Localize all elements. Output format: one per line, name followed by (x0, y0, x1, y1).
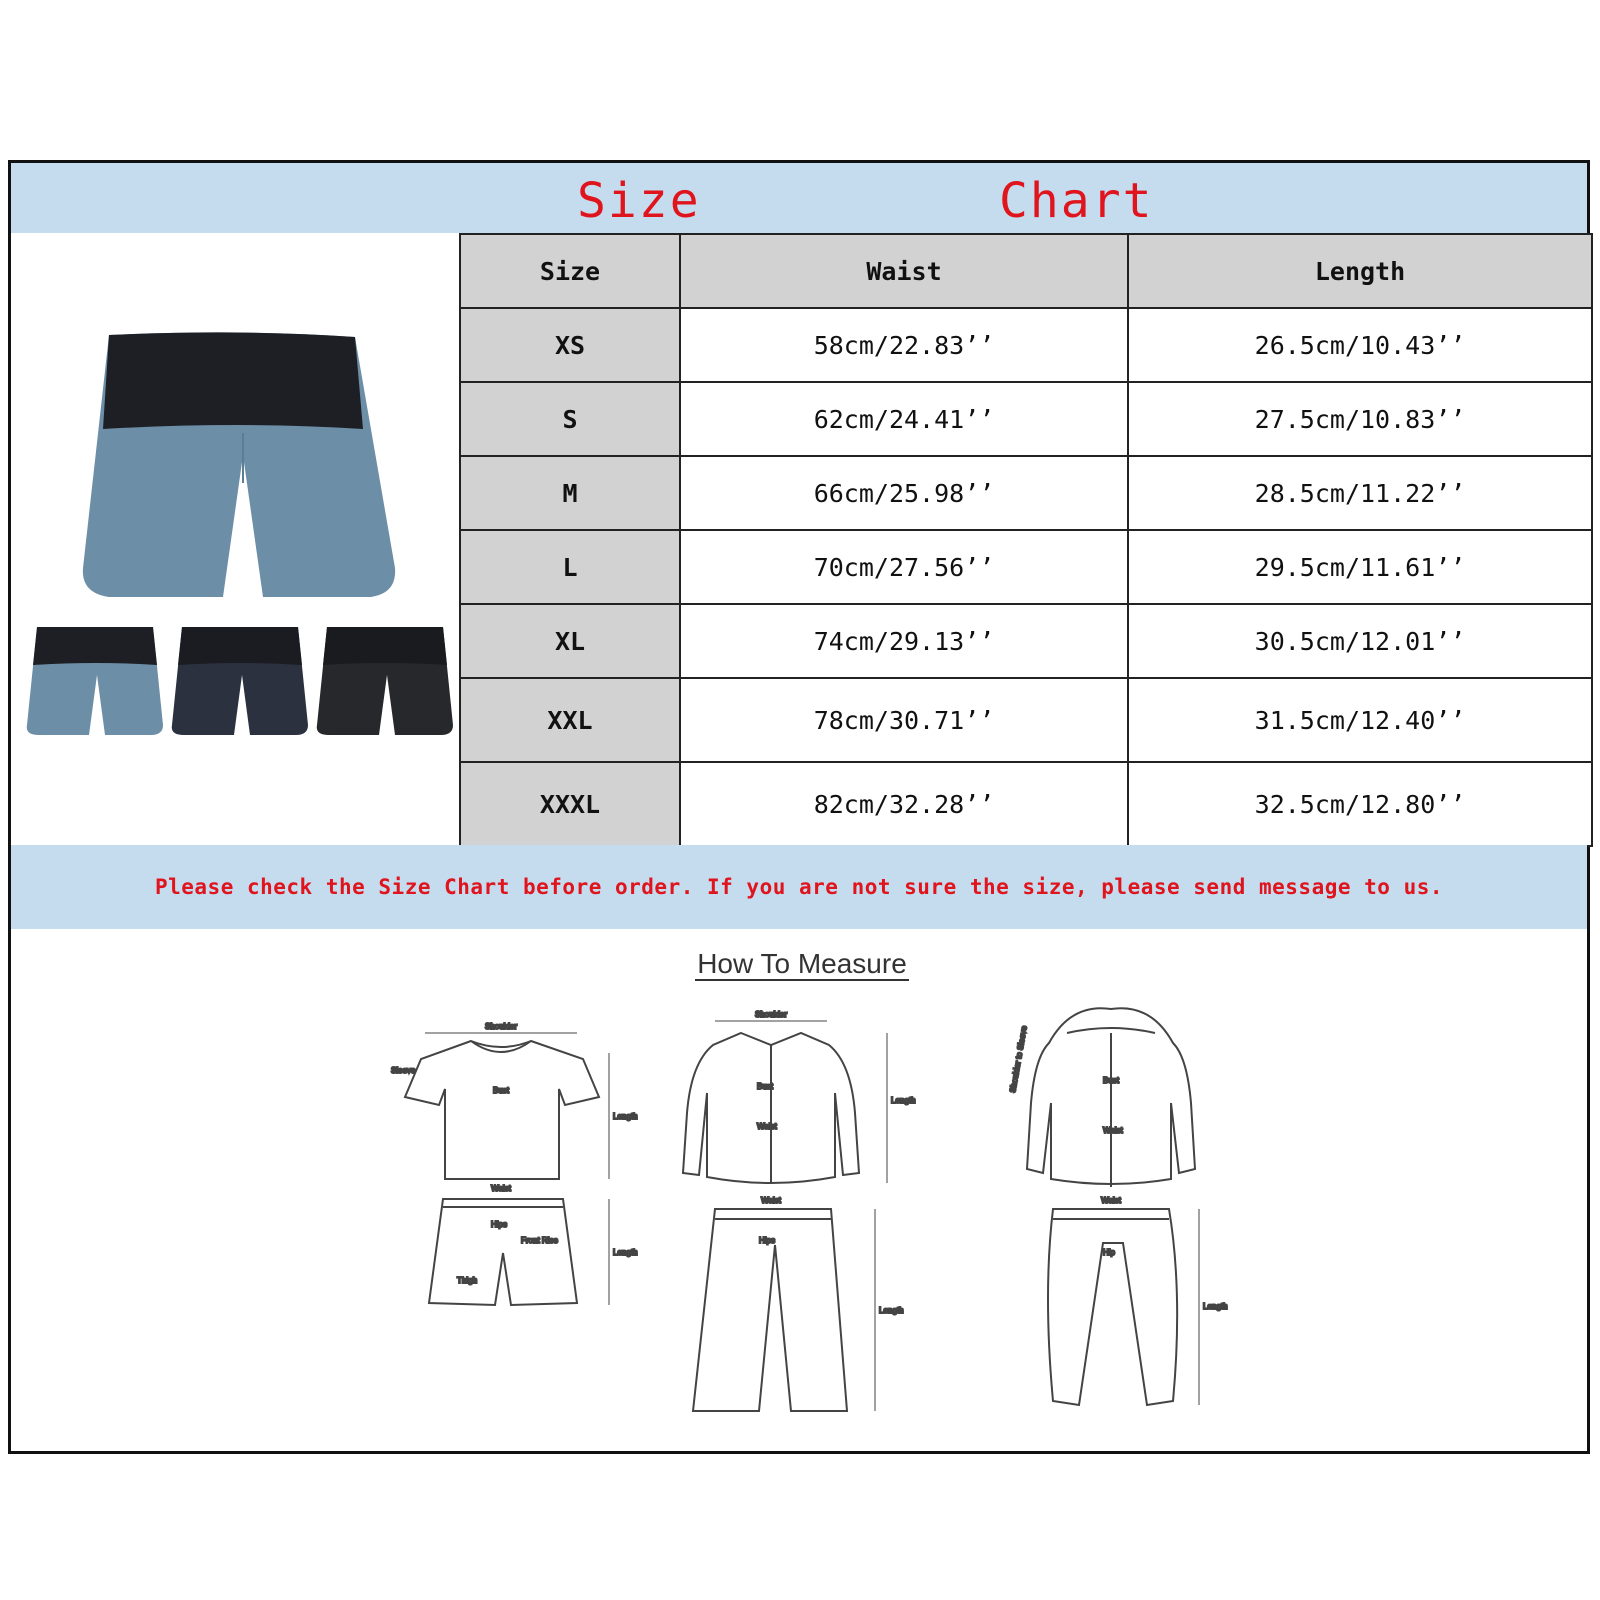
label-pants-length: Length (879, 1306, 904, 1315)
length-cell: 28.5cm/11.22’’ (1128, 456, 1592, 530)
waist-cell: 78cm/30.71’’ (680, 678, 1128, 762)
label-pants-hips: Hips (759, 1236, 776, 1245)
length-cell: 27.5cm/10.83’’ (1128, 382, 1592, 456)
label-sleeve: Sleeve (391, 1066, 416, 1075)
size-cell: XL (460, 604, 680, 678)
waist-cell: 70cm/27.56’’ (680, 530, 1128, 604)
hoodie-diagram (1008, 1008, 1195, 1187)
joggers-diagram (1048, 1196, 1227, 1405)
label-shirt-shoulder: Shoulder (754, 1010, 788, 1019)
label-joggers-hip: Hip (1103, 1248, 1116, 1257)
table-row (460, 678, 1592, 762)
size-cell: XXXL (460, 762, 680, 846)
shorts-small-navy (172, 627, 308, 735)
length-cell: 32.5cm/12.80’’ (1128, 762, 1592, 846)
col-header-waist: Waist (680, 234, 1128, 308)
label-pants-waist: Waist (761, 1196, 781, 1205)
length-cell: 31.5cm/12.40’’ (1128, 678, 1592, 762)
label-shoulder-to-sleeve: Shoulder to Sleeve (1008, 1025, 1029, 1094)
how-to-measure-text: How To Measure (697, 948, 907, 979)
label-tshirt-length: Length (613, 1112, 638, 1121)
shorts-small-blue (27, 627, 163, 735)
label-shirt-waist: Waist (757, 1122, 777, 1131)
label-hoodie-bust: Bust (1103, 1076, 1120, 1085)
size-cell: S (460, 382, 680, 456)
title-size: Size (577, 173, 701, 229)
label-front-rise: Front Rise (521, 1236, 558, 1245)
notice-text: Please check the Size Chart before order. If you are not sure the size, please send message to us. (154, 875, 1444, 899)
title-chart: Chart (999, 173, 1154, 229)
label-bust: Bust (492, 1086, 510, 1095)
waist-cell: 58cm/22.83’’ (680, 308, 1128, 382)
length-cell: 26.5cm/10.43’’ (1128, 308, 1592, 382)
shorts-diagram (429, 1184, 637, 1305)
label-thigh: Thigh (457, 1276, 478, 1285)
waist-cell: 66cm/25.98’’ (680, 456, 1128, 530)
col-header-size: Size (460, 234, 680, 308)
label-shorts-waist: Waist (491, 1184, 511, 1193)
size-cell: XXL (460, 678, 680, 762)
size-table (459, 233, 1593, 847)
product-photos (11, 233, 459, 845)
label-hoodie-waist: Waist (1103, 1126, 1123, 1135)
table-row (460, 308, 1592, 382)
pants-diagram (693, 1196, 903, 1411)
tshirt-diagram (391, 1022, 637, 1179)
shorts-large-blue (83, 332, 395, 597)
label-shoulder: Shoulder (484, 1022, 518, 1031)
waist-cell: 74cm/29.13’’ (680, 604, 1128, 678)
label-shorts-hips: Hips (491, 1220, 508, 1229)
shorts-small-black (317, 627, 453, 735)
table-row (460, 456, 1592, 530)
table-row (460, 382, 1592, 456)
table-row (460, 530, 1592, 604)
shorts-illustration (11, 233, 459, 845)
label-joggers-length: Length (1203, 1302, 1228, 1311)
length-cell: 30.5cm/12.01’’ (1128, 604, 1592, 678)
length-cell: 29.5cm/11.61’’ (1128, 530, 1592, 604)
label-shirt-length: Length (891, 1096, 916, 1105)
shirt-diagram (683, 1010, 915, 1183)
measurement-diagrams (351, 993, 1231, 1433)
notice-band (11, 845, 1587, 929)
table-row (460, 762, 1592, 846)
waist-cell: 62cm/24.41’’ (680, 382, 1128, 456)
size-cell: XS (460, 308, 680, 382)
how-to-measure-title (11, 948, 1593, 980)
size-cell: M (460, 456, 680, 530)
label-shirt-bust: Bust (757, 1082, 774, 1091)
waist-cell: 82cm/32.28’’ (680, 762, 1128, 846)
col-header-length: Length (1128, 234, 1592, 308)
table-row (460, 604, 1592, 678)
label-shorts-length: Length (613, 1248, 638, 1257)
size-cell: L (460, 530, 680, 604)
label-joggers-waist: Waist (1101, 1196, 1121, 1205)
size-chart-frame (8, 160, 1590, 1454)
title-band (11, 163, 1587, 233)
